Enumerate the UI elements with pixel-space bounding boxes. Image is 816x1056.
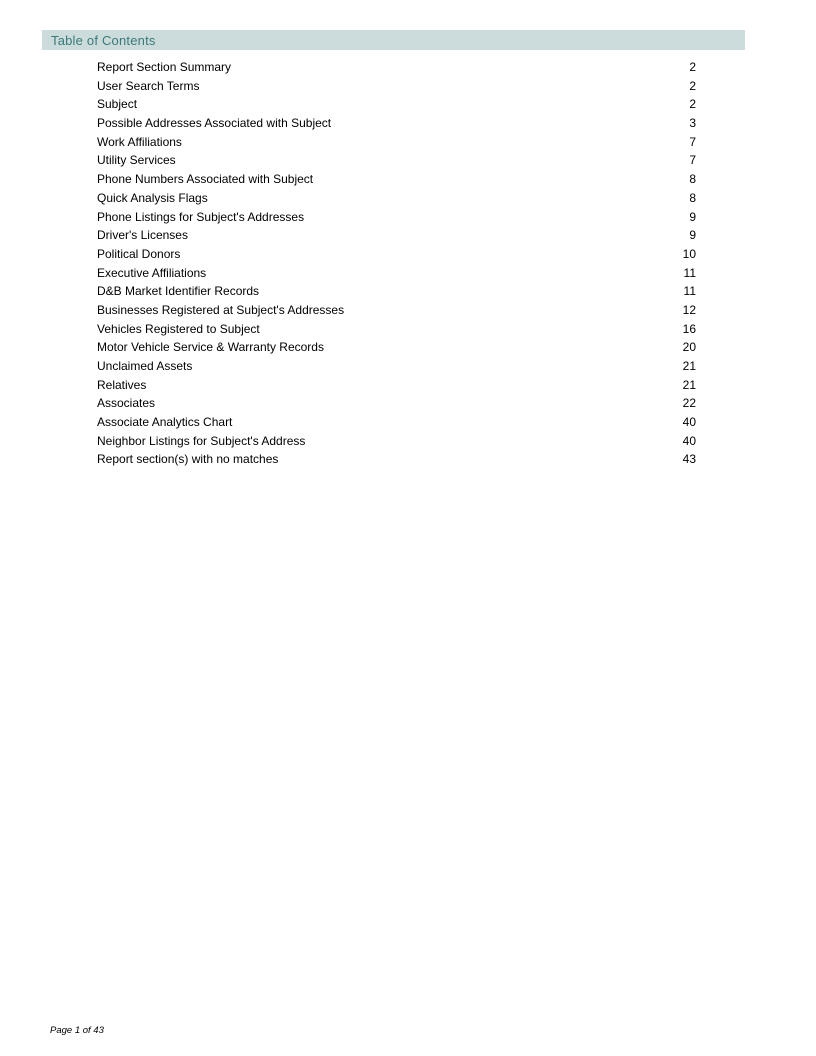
toc-entry-page: 21 <box>682 377 696 392</box>
toc-entry-label: Phone Listings for Subject's Addresses <box>97 209 305 224</box>
toc-entry-label: Report Section Summary <box>97 60 232 74</box>
toc-entry[interactable] <box>97 432 696 451</box>
toc-entry-label: Phone Numbers Associated with Subject <box>97 172 314 187</box>
toc-entry-page: 7 <box>689 153 696 168</box>
toc-entry-label: Associates <box>97 396 156 411</box>
toc-entry-page: 2 <box>689 97 696 112</box>
toc-entry-label: Political Donors <box>97 246 181 261</box>
toc-entry-label: Associate Analytics Chart <box>97 415 233 430</box>
toc-entry-label: Unclaimed Assets <box>97 359 193 373</box>
toc-entry[interactable] <box>97 95 696 114</box>
page-footer: Page 1 of 43 <box>50 1025 104 1036</box>
toc-entry[interactable] <box>97 208 696 227</box>
toc-entry-page: 9 <box>689 209 696 224</box>
toc-entry[interactable] <box>97 450 696 469</box>
toc-entry[interactable] <box>97 189 696 208</box>
toc-entry[interactable] <box>97 58 696 77</box>
toc-entry[interactable] <box>97 394 696 413</box>
toc-entry[interactable] <box>97 170 696 189</box>
toc-entry-page: 43 <box>682 452 696 467</box>
toc-entry[interactable] <box>97 413 696 432</box>
toc-entry-page: 3 <box>689 116 696 131</box>
toc-entry-label: D&B Market Identifier Records <box>97 284 260 299</box>
toc-entry-label: Motor Vehicle Service & Warranty Records <box>97 340 324 355</box>
toc-entry-page: 21 <box>682 359 696 373</box>
toc-entry-label: User Search Terms <box>97 78 200 93</box>
toc-entry[interactable] <box>97 133 696 152</box>
toc-entry-label: Businesses Registered at Subject's Addresses <box>97 302 345 317</box>
toc-header-title: Table of Contents <box>51 32 156 48</box>
toc-entry[interactable] <box>97 338 696 357</box>
toc-entry-page: 9 <box>689 228 696 243</box>
toc-entry-label: Executive Affiliations <box>97 265 207 280</box>
toc-entry-page: 11 <box>683 284 696 299</box>
toc-entry[interactable] <box>97 245 696 264</box>
toc-entry-page: 10 <box>682 246 696 261</box>
toc-entry[interactable] <box>97 77 696 96</box>
toc-entry-label: Neighbor Listings for Subject's Address <box>97 433 306 448</box>
toc-entry-label: Work Affiliations <box>97 134 182 149</box>
toc-entry-label: Relatives <box>97 377 147 392</box>
toc-entry-label: Possible Addresses Associated with Subject <box>97 116 332 131</box>
toc-list <box>97 58 696 469</box>
toc-entry[interactable] <box>97 114 696 133</box>
toc-entry[interactable] <box>97 320 696 339</box>
toc-header-bar <box>42 30 745 50</box>
toc-entry[interactable] <box>97 357 696 376</box>
toc-entry[interactable] <box>97 282 696 301</box>
toc-entry-page: 20 <box>682 340 696 355</box>
toc-entry-page: 22 <box>682 396 696 411</box>
toc-entry-page: 2 <box>689 78 696 93</box>
toc-entry-page: 7 <box>689 134 696 149</box>
toc-entry-page: 40 <box>682 415 696 430</box>
toc-entry[interactable] <box>97 376 696 395</box>
toc-entry-page: 11 <box>683 265 696 280</box>
toc-entry-label: Driver's Licenses <box>97 228 188 243</box>
toc-entry[interactable] <box>97 226 696 245</box>
toc-entry-page: 2 <box>689 60 696 74</box>
toc-entry[interactable] <box>97 264 696 283</box>
toc-entry-page: 8 <box>689 190 696 205</box>
toc-entry-page: 8 <box>689 172 696 187</box>
toc-entry-label: Report section(s) with no matches <box>97 452 279 467</box>
toc-entry-page: 16 <box>682 321 696 336</box>
toc-entry[interactable] <box>97 301 696 320</box>
toc-entry-label: Subject <box>97 97 138 112</box>
toc-entry[interactable] <box>97 151 696 170</box>
toc-entry-label: Vehicles Registered to Subject <box>97 321 260 336</box>
toc-entry-page: 12 <box>682 302 696 317</box>
toc-entry-label: Quick Analysis Flags <box>97 190 208 205</box>
toc-entry-page: 40 <box>682 433 696 448</box>
toc-entry-label: Utility Services <box>97 153 176 168</box>
